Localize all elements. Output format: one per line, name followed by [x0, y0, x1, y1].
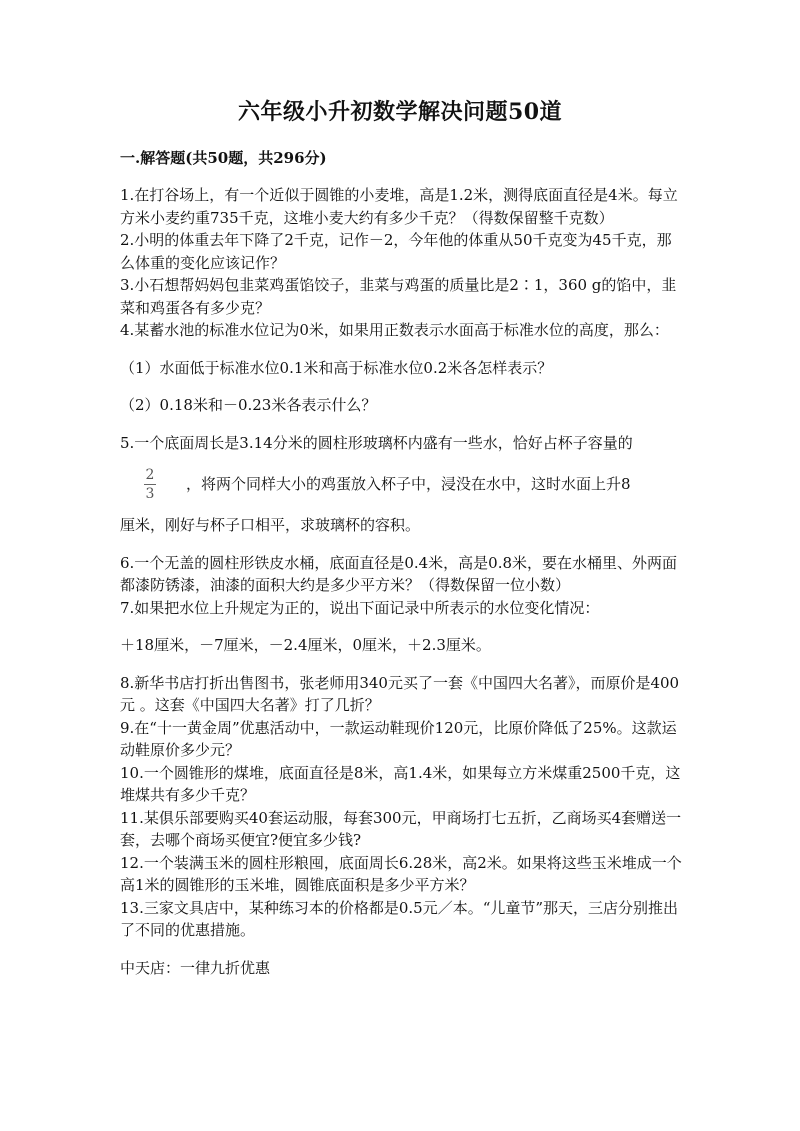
fraction-two-thirds [144, 467, 156, 502]
question-2: 2.小明的体重去年下降了2千克，记作－2，今年他的体重从50千克变为45千克，那么体重的变化应该记作？ [120, 231, 672, 272]
fraction-denominator: 3 [145, 485, 155, 502]
question-7: 7.如果把水位上升规定为正的，说出下面记录中所表示的水位变化情况： [120, 598, 600, 617]
question-5-fraction-line [120, 454, 682, 514]
question-12: 12.一个装满玉米的圆柱形粮囤，底面周长6.28米，高2米。如果将这些玉米堆成一个高1米的圆锥形的玉米堆，圆锥底面积是多少平方米？ [120, 853, 682, 894]
question-1: 1.在打谷场上，有一个近似于圆锥的小麦堆，高是1.2米，测得底面直径是4米。每立方米小麦约重735千克，这堆小麦大约有多少千克？（得数保留整千克数） [120, 186, 678, 227]
question-13-store-1: 中天店：一律九折优惠 [120, 958, 271, 977]
question-5-text-b: ，将两个同样大小的鸡蛋放入杯子中，浸没在水中，这时水面上升8 [186, 474, 631, 493]
question-4-part-2: （2）0.18米和－0.23米各表示什么？ [120, 396, 377, 414]
question-5-text-a: 5.一个底面周长是3.14分米的圆柱形玻璃杯内盛有一些水，恰好占杯子容量的 [120, 433, 633, 452]
question-4-part-1: （1）水面低于标准水位0.1米和高于标准水位0.2米各怎样表示？ [120, 358, 553, 377]
question-9: 9.在“十一黄金周”优惠活动中，一款运动鞋现价120元，比原价降低了25%。这款运动鞋原价多少元？ [120, 718, 677, 759]
question-4: 4.某蓄水池的标准水位记为0米，如果用正数表示水面高于标准水位的高度，那么： [120, 321, 669, 339]
page-title: 六年级小升初数学解决问题50道 [237, 99, 563, 125]
question-list [120, 184, 682, 979]
question-5-text-c: 厘米，刚好与杯子口相平，求玻璃杯的容积。 [120, 516, 421, 534]
question-7-list: ＋18厘米，－7厘米，－2.4厘米，0厘米，＋2.3厘米。 [120, 636, 491, 654]
question-11: 11.某俱乐部要购买40套运动服，每套300元，甲商场打七五折，乙商场买4套赠送一套，去哪个商场买便宜?便宜多少钱? [120, 808, 682, 849]
fraction-bar [144, 484, 156, 485]
question-10: 10.一个圆锥形的煤堆，底面直径是8米，高1.4米，如果每立方米煤重2500千克，这堆煤共有多少千克？ [120, 763, 681, 804]
fraction-numerator: 2 [145, 466, 155, 483]
question-13: 13.三家文具店中，某种练习本的价格都是0.5元／本。“儿童节”那天，三店分别推出了不同的优惠措施。 [120, 898, 679, 939]
question-3: 3.小石想帮妈妈包韭菜鸡蛋馅饺子，韭菜与鸡蛋的质量比是2∶1，360 g的馅中，韭菜和鸡蛋各有多少克？ [120, 276, 677, 317]
question-6: 6.一个无盖的圆柱形铁皮水桶，底面直径是0.4米，高是0.8米，要在水桶里、外两面都漆防锈漆，油漆的面积大约是多少平方米？（得数保留一位小数） [120, 553, 678, 594]
section-heading: 一.解答题(共50题，共296分) [120, 149, 327, 167]
question-8: 8.新华书店打折出售图书，张老师用340元买了一套《中国四大名著》，而原价是400元 。这套《中国四大名著》打了几折？ [120, 673, 680, 714]
